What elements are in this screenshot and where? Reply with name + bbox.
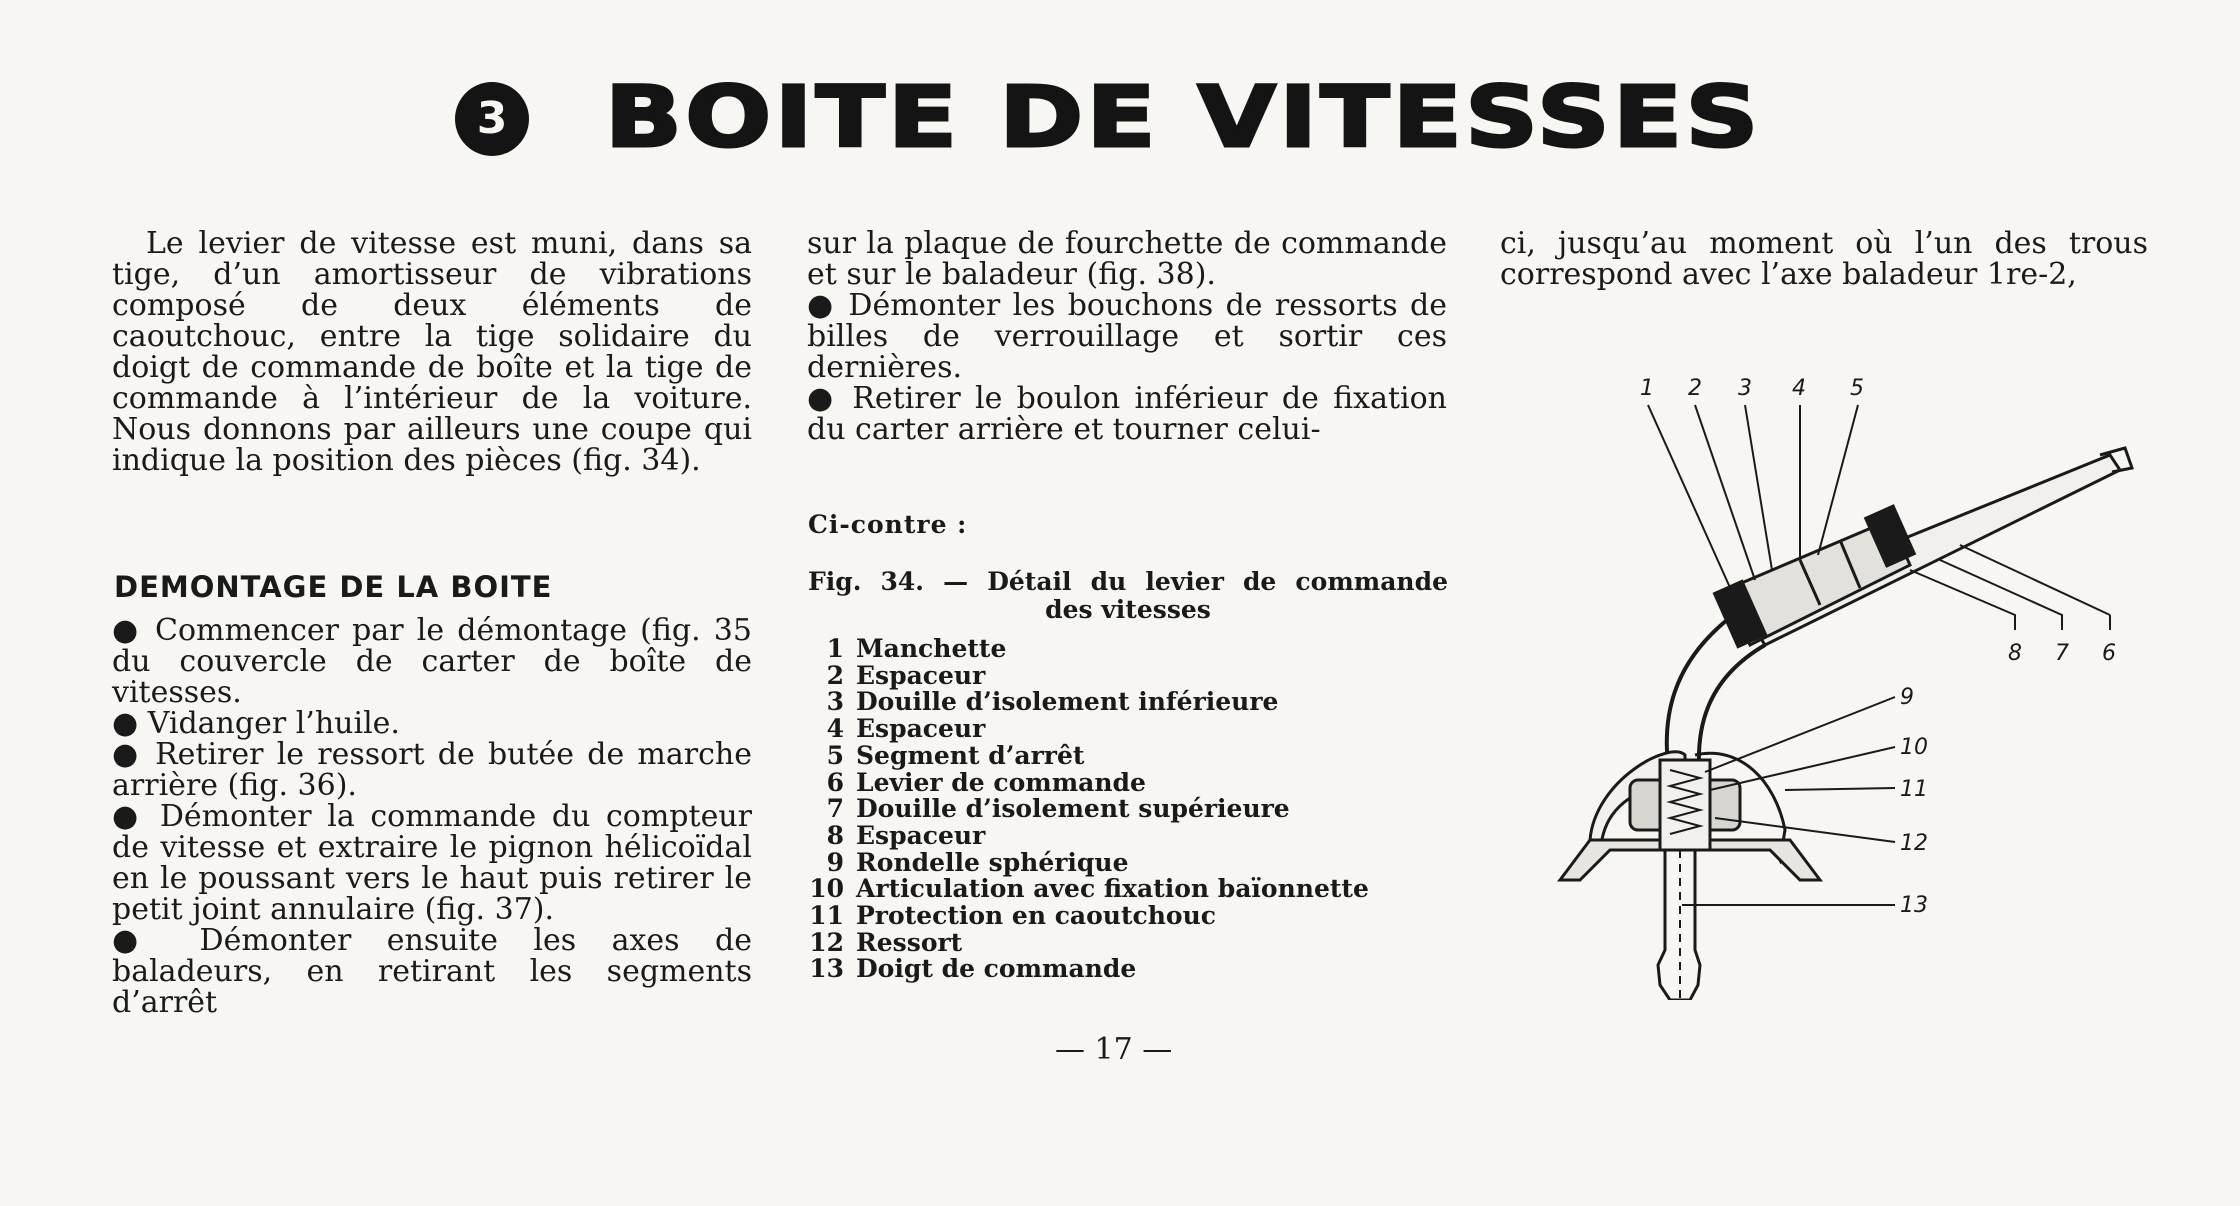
- callout-11: 11: [1900, 777, 1928, 802]
- callout-10: 10: [1900, 735, 1928, 760]
- step-item: ● Commencer par le démontage (fig. 35 du couvercle de carter de boîte de vitesses.: [112, 613, 752, 710]
- continuation-paragraph: ci, jusqu’au moment où l’un des trous correspond avec l’axe baladeur 1re-2,: [1500, 226, 2148, 292]
- continuation-paragraph: sur la plaque de fourchette de commande et sur le baladeur (fig. 38).: [807, 226, 1447, 292]
- section-number-badge: 3: [455, 82, 529, 156]
- section-heading: DEMONTAGE DE LA BOITE: [114, 570, 553, 604]
- legend-item: 11 Protection en caoutchouc: [809, 901, 1216, 931]
- figure-caption: [808, 568, 1448, 624]
- step-item: ● Démonter les bouchons de ressorts de billes de verrouillage et sortir ces dernières.: [807, 288, 1447, 385]
- step-item: ● Vidanger l’huile.: [112, 706, 400, 741]
- callout-5: 5: [1850, 376, 1864, 401]
- legend-item: 8 Espaceur: [826, 820, 986, 850]
- bullet-icon: ●: [807, 288, 849, 323]
- intro-paragraph: Le levier de vitesse est muni, dans sa tige, d’un amortisseur de vibrations composé de deux éléments de caoutchouc, entre la tige solidaire du doigt de commande de boîte et la tige de commande à l’intérieur de la voiture. Nous donnons par ailleurs une coupe qui indique la position des pièces (fig. 34).: [112, 226, 752, 478]
- callout-13: 13: [1900, 893, 1928, 918]
- legend-item: 4 Espaceur: [826, 714, 986, 744]
- callout-4: 4: [1792, 376, 1806, 401]
- callout-6: 6: [2102, 641, 2116, 666]
- column-2-text: [807, 228, 1447, 445]
- callout-7: 7: [2055, 641, 2069, 666]
- legend-item: 9 Rondelle sphérique: [826, 847, 1129, 877]
- step-item: ● Démonter la commande du compteur de vitesse et extraire le pignon hélicoïdal en le poussant vers le haut puis retirer le petit joint annulaire (fig. 37).: [112, 799, 752, 927]
- callout-3: 3: [1738, 376, 1752, 401]
- ci-contre-label: Ci-contre :: [808, 510, 968, 539]
- figure-legend: [808, 636, 1448, 983]
- legend-item: 2 Espaceur: [826, 660, 986, 690]
- callout-2: 2: [1688, 376, 1702, 401]
- section-title: BOITE DE VITESSES: [605, 68, 1762, 166]
- legend-item: 3 Douille d’isolement inférieure: [826, 687, 1279, 717]
- legend-item: 5 Segment d’arrêt: [826, 740, 1085, 770]
- page-number: — 17 —: [1055, 1032, 1173, 1067]
- gear-lever-diagram: [1500, 360, 2150, 1000]
- callout-9: 9: [1900, 685, 1914, 710]
- step-item: ● Démonter ensuite les axes de baladeurs, en retirant les segments d’arrêt: [112, 923, 752, 1020]
- bullet-icon: ●: [807, 381, 853, 416]
- step-item: ● Retirer le ressort de butée de marche arrière (fig. 36).: [112, 737, 752, 803]
- bullet-icon: ●: [112, 799, 160, 834]
- legend-item: 12 Ressort: [809, 927, 963, 957]
- bullet-icon: ●: [112, 923, 200, 958]
- figure-caption-line-2: des vitesses: [1045, 595, 1211, 624]
- bullet-icon: ●: [112, 613, 156, 648]
- callout-12: 12: [1900, 831, 1928, 856]
- bullet-icon: ●: [112, 737, 156, 772]
- legend-item: 13 Doigt de commande: [809, 954, 1137, 984]
- column-3-text: [1500, 228, 2148, 290]
- legend-item: 7 Douille d’isolement supérieure: [826, 794, 1290, 824]
- callout-1: 1: [1640, 376, 1654, 401]
- legend-item: 6 Levier de commande: [826, 767, 1146, 797]
- bullet-icon: ●: [112, 706, 148, 741]
- legend-item: 10 Articulation avec fixation baïonnette: [809, 874, 1369, 904]
- column-1-intro: [112, 228, 752, 476]
- page-title: [455, 68, 1785, 172]
- legend-item: 1 Manchette: [826, 634, 1007, 663]
- column-1-steps: [112, 615, 752, 1018]
- callout-8: 8: [2008, 641, 2022, 666]
- figure-caption-line-1: Fig. 34. — Détail du levier de commande: [808, 567, 1448, 596]
- step-item: ● Retirer le boulon inférieur de fixation du carter arrière et tourner celui-: [807, 381, 1448, 447]
